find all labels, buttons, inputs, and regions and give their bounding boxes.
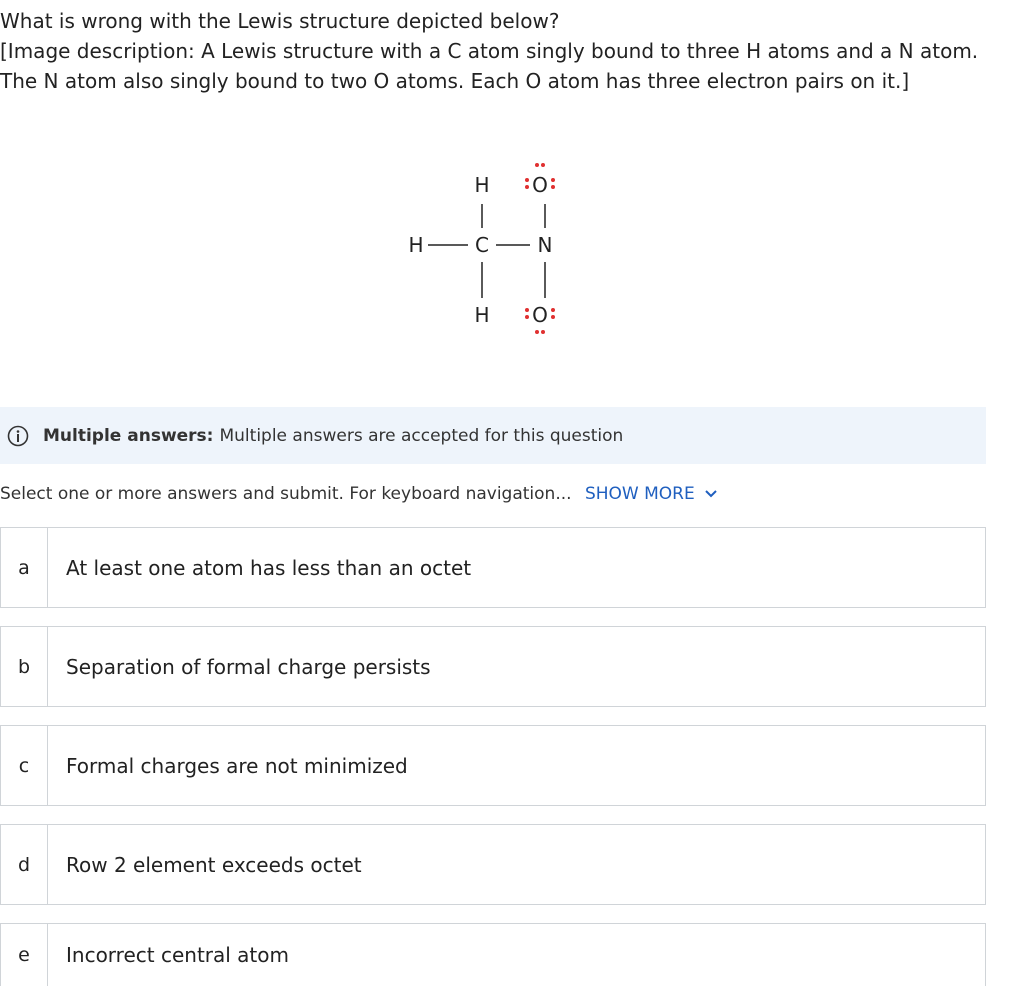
option-letter: d bbox=[1, 825, 48, 904]
question-line-3: The N atom also singly bound to two O atoms. Each O atom has three electron pairs on it.] bbox=[0, 69, 910, 93]
question-line-2: [Image description: A Lewis structure with a C atom singly bound to three H atoms and a N atom. bbox=[0, 39, 979, 63]
atom-h-bottom: H bbox=[474, 303, 490, 327]
instructions-text: Select one or more answers and submit. For keyboard navigation... bbox=[0, 484, 572, 504]
atom-o-top: O bbox=[532, 173, 548, 197]
answer-option-e[interactable] bbox=[0, 923, 986, 986]
info-banner bbox=[0, 407, 986, 464]
instructions bbox=[0, 482, 718, 506]
atom-o-bottom: O bbox=[532, 303, 548, 327]
lewis-structure-drawing bbox=[390, 152, 590, 362]
show-more-link[interactable] bbox=[585, 484, 718, 504]
option-text: At least one atom has less than an octet bbox=[66, 555, 472, 580]
option-letter: c bbox=[1, 726, 48, 805]
chevron-down-icon[interactable] bbox=[704, 489, 718, 499]
option-text: Separation of formal charge persists bbox=[66, 654, 431, 679]
answer-option-a[interactable] bbox=[0, 527, 986, 608]
info-text: Multiple answers are accepted for this question bbox=[219, 425, 624, 446]
info-label: Multiple answers: bbox=[43, 425, 214, 446]
option-text: Formal charges are not minimized bbox=[66, 753, 408, 778]
atom-c: C bbox=[475, 233, 489, 257]
lewis-structure bbox=[390, 152, 590, 362]
atom-h-left: H bbox=[408, 233, 424, 257]
answer-option-b[interactable] bbox=[0, 626, 986, 707]
atom-h-top: H bbox=[474, 173, 490, 197]
question-line-1: What is wrong with the Lewis structure depicted below? bbox=[0, 9, 560, 33]
option-letter: e bbox=[1, 924, 48, 986]
answer-option-d[interactable] bbox=[0, 824, 986, 905]
option-letter: b bbox=[1, 627, 48, 706]
info-icon bbox=[7, 425, 29, 447]
atom-n: N bbox=[537, 233, 553, 257]
option-letter: a bbox=[1, 528, 48, 607]
answer-option-c[interactable] bbox=[0, 725, 986, 806]
question-text bbox=[0, 6, 1010, 96]
option-text: Row 2 element exceeds octet bbox=[66, 852, 362, 877]
show-more-label[interactable]: SHOW MORE bbox=[584, 484, 695, 504]
option-text: Incorrect central atom bbox=[66, 943, 289, 967]
